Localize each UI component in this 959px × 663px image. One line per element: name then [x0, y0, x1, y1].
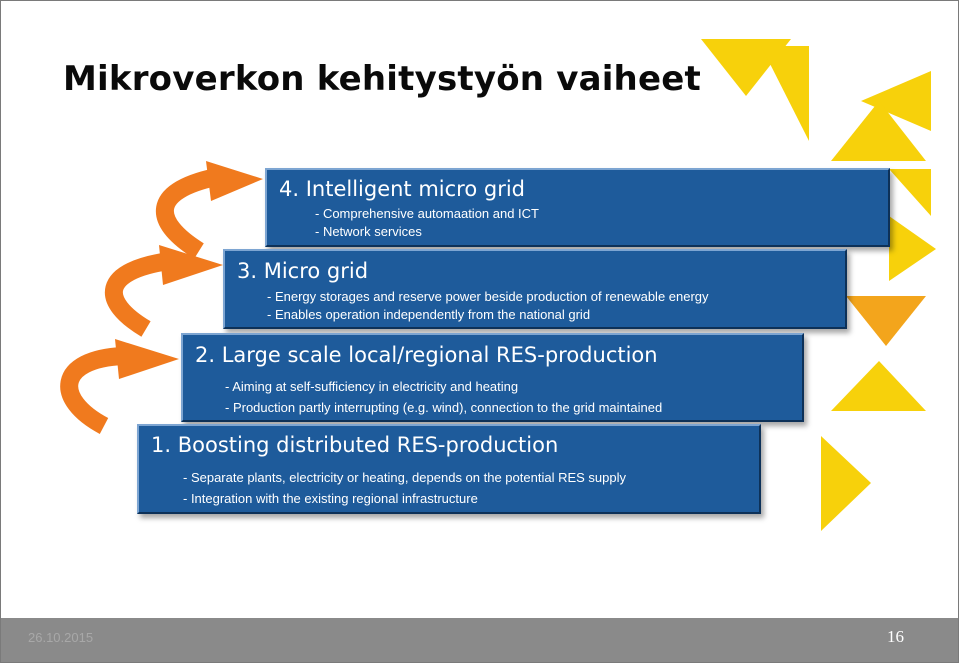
- stage-4-box: [265, 168, 890, 247]
- stage-heading: 4. Intelligent micro grid: [279, 177, 526, 201]
- stage-bullet: - Comprehensive automaation and ICT: [315, 206, 540, 221]
- arrow-decoration: [1, 1, 958, 662]
- stage-bullet: - Network services: [315, 224, 422, 239]
- stage-bullet: - Separate plants, electricity or heating, depends on the potential RES supply: [183, 470, 626, 485]
- stage-heading: 1. Boosting distributed RES-production: [151, 433, 559, 457]
- slide-footer: [1, 618, 958, 662]
- stage-heading: 3. Micro grid: [237, 259, 369, 283]
- slide-title: Mikroverkon kehitystyön vaiheet: [63, 59, 701, 99]
- stage-bullet: - Integration with the existing regional infrastructure: [183, 491, 478, 506]
- page-number: 16: [887, 627, 904, 646]
- stage-heading: 2. Large scale local/regional RES-production: [195, 343, 658, 367]
- stage-1-box: [137, 424, 761, 514]
- curved-up-arrow-icon: [165, 161, 263, 251]
- stage-2-box: [181, 333, 804, 422]
- curved-up-arrow-icon: [114, 245, 223, 329]
- stage-bullet: - Production partly interrupting (e.g. wind), connection to the grid maintained: [225, 400, 663, 415]
- stage-bullet: - Enables operation independently from the national grid: [267, 307, 591, 322]
- stage-bullet: - Aiming at self-sufficiency in electricity and heating: [225, 379, 519, 394]
- footer-date: 26.10.2015: [28, 630, 94, 645]
- curved-up-arrow-icon: [69, 339, 179, 426]
- stage-bullet: - Energy storages and reserve power beside production of renewable energy: [267, 289, 709, 304]
- stage-3-box: [223, 249, 847, 329]
